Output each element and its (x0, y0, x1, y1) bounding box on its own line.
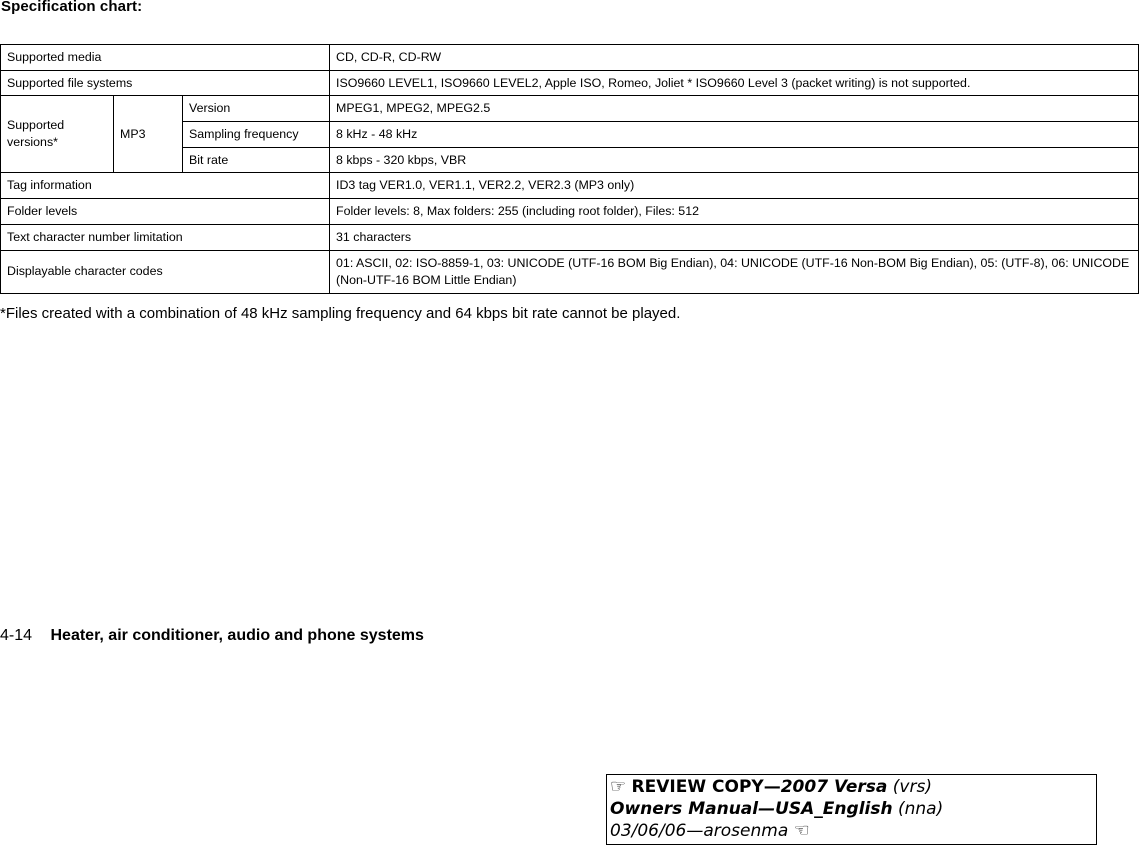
bit-rate-value: 8 kbps - 320 kbps, VBR (330, 147, 1139, 173)
model-year: 2007 Versa (780, 777, 888, 797)
character-codes-label: Displayable character codes (1, 250, 330, 293)
review-separator: — (686, 821, 704, 841)
page-footer (0, 627, 424, 645)
tag-information-label: Tag information (1, 173, 330, 199)
text-limit-value: 31 characters (330, 224, 1139, 250)
review-line-2 (610, 798, 1093, 820)
review-line-3 (610, 820, 1093, 842)
version-label: Version (183, 96, 330, 122)
text-limit-label: Text character number limitation (1, 224, 330, 250)
sampling-frequency-label: Sampling frequency (183, 122, 330, 148)
folder-levels-value: Folder levels: 8, Max folders: 255 (including root folder), Files: 512 (330, 199, 1139, 225)
table-row (1, 45, 1139, 71)
specification-table (0, 44, 1139, 294)
table-row (1, 250, 1139, 293)
folder-levels-label: Folder levels (1, 199, 330, 225)
pointing-hand-icon: ☞ (610, 776, 627, 797)
supported-versions-label: Supported versions* (1, 96, 114, 173)
supported-media-value: CD, CD-R, CD-RW (330, 45, 1139, 71)
file-systems-label: Supported file systems (1, 70, 330, 96)
bit-rate-label: Bit rate (183, 147, 330, 173)
pointing-hand-left-icon: ☜ (793, 820, 810, 841)
review-author: arosenma (703, 821, 789, 841)
page-heading: Specification chart: (1, 0, 143, 15)
footnote: *Files created with a combination of 48 kHz sampling frequency and 64 kbps bit rate cannot be played. (0, 305, 681, 322)
supported-media-label: Supported media (1, 45, 330, 71)
review-copy-box (606, 774, 1097, 845)
table-row (1, 199, 1139, 225)
manual-name: Owners Manual—USA_English (610, 799, 893, 819)
format-label: MP3 (114, 96, 183, 173)
version-value: MPEG1, MPEG2, MPEG2.5 (330, 96, 1139, 122)
manual-code: (nna) (897, 799, 944, 819)
section-title: Heater, air conditioner, audio and phone systems (50, 627, 424, 644)
tag-information-value: ID3 tag VER1.0, VER1.1, VER2.2, VER2.3 (MP3 only) (330, 173, 1139, 199)
review-line-1 (610, 776, 1093, 798)
review-date: 03/06/06 (610, 821, 687, 841)
sampling-frequency-value: 8 kHz - 48 kHz (330, 122, 1139, 148)
review-copy-label: REVIEW COPY— (631, 777, 781, 797)
table-row (1, 173, 1139, 199)
table-row (1, 96, 1139, 122)
table-row (1, 70, 1139, 96)
character-codes-value: 01: ASCII, 02: ISO-8859-1, 03: UNICODE (UTF-16 BOM Big Endian), 04: UNICODE (UTF-16 Non-BOM Big Endian), 05: (UTF-8), 06: UNICODE (Non-UTF-16 BOM Little Endian) (330, 250, 1139, 293)
table-row (1, 224, 1139, 250)
page-number: 4-14 (0, 627, 33, 644)
file-systems-value: ISO9660 LEVEL1, ISO9660 LEVEL2, Apple ISO, Romeo, Joliet * ISO9660 Level 3 (packet writing) is not supported. (330, 70, 1139, 96)
model-code: (vrs) (892, 777, 932, 797)
